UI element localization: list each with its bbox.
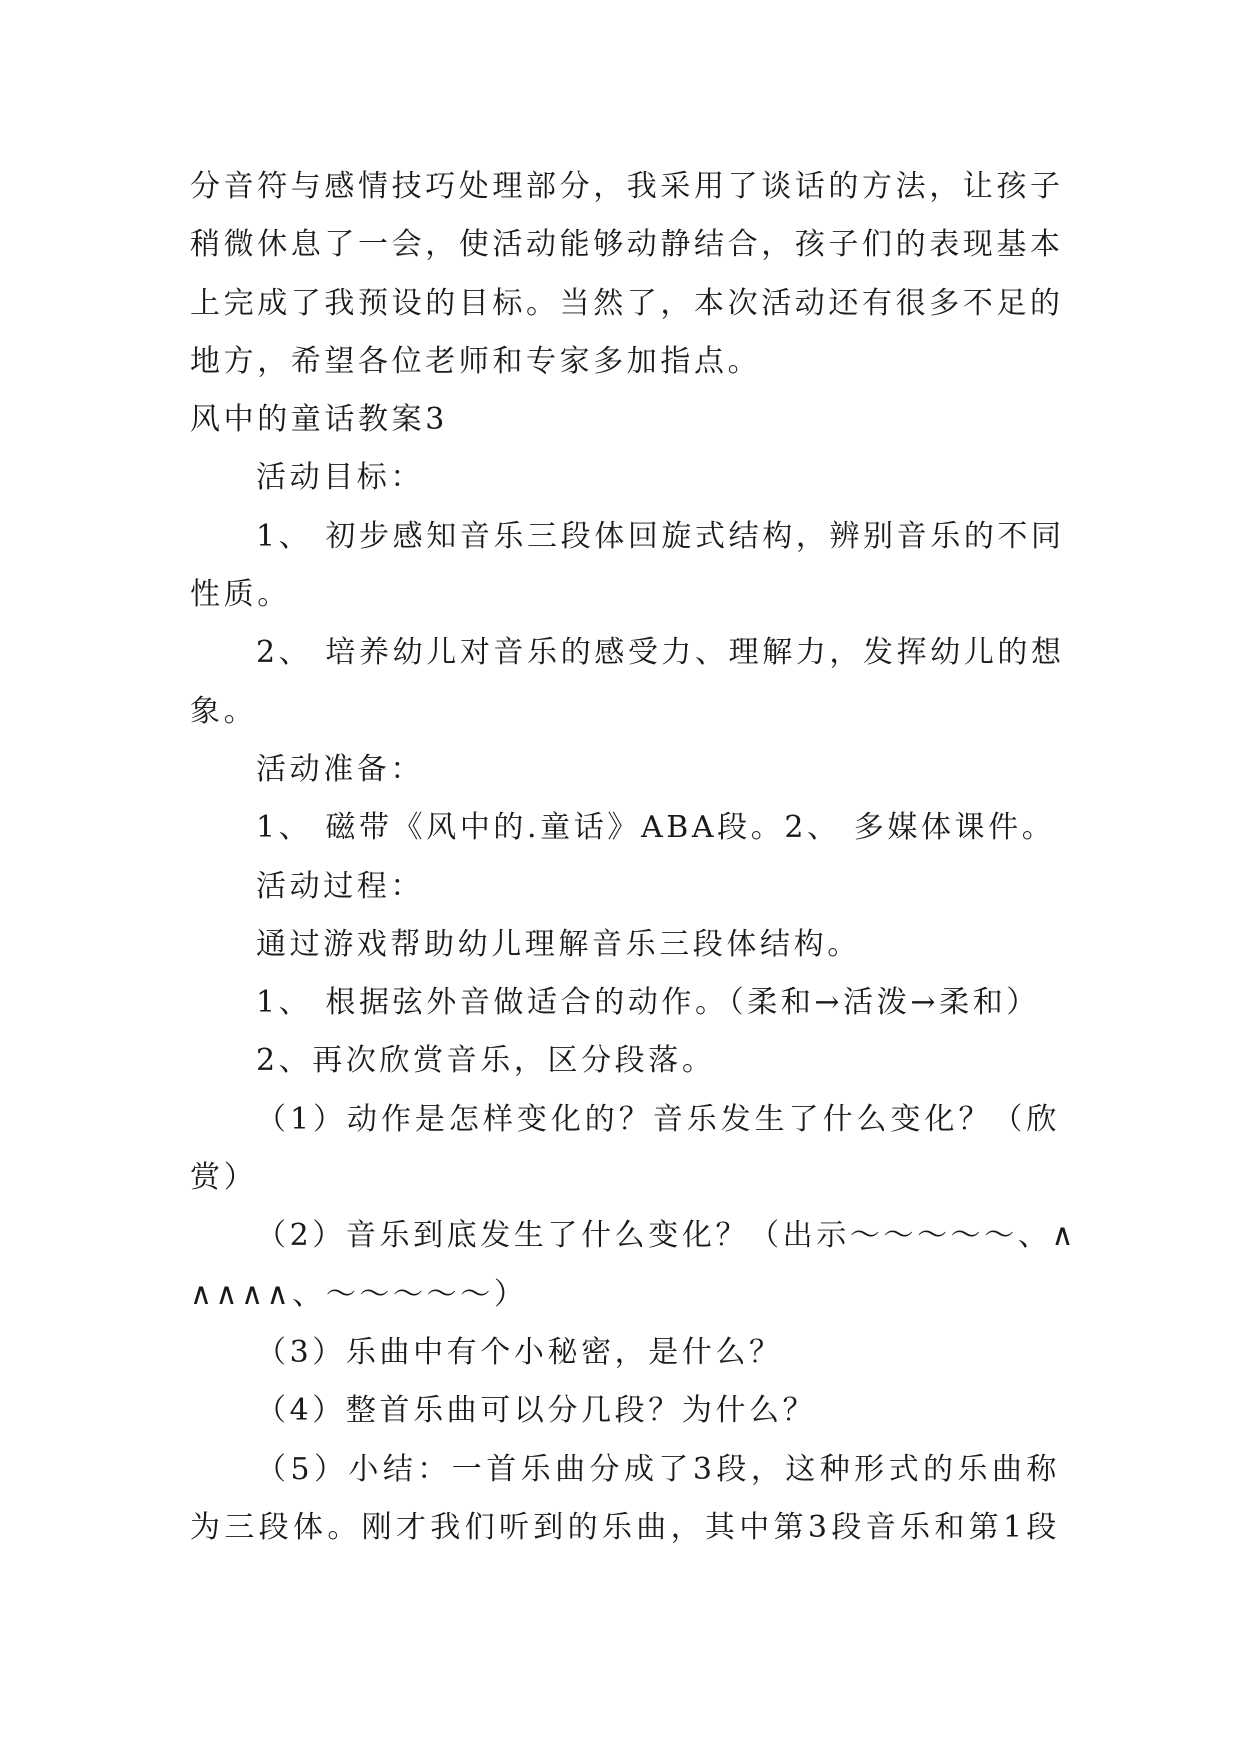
paragraph-line: 1、 根据弦外音做适合的动作。（柔和→活泼→柔和） [256, 985, 1040, 1021]
paragraph-line: 2、再次欣赏音乐，区分段落。 [256, 1043, 716, 1079]
paragraph-line: 分音符与感情技巧处理部分，我采用了谈话的方法，让孩子 [190, 169, 1064, 204]
paragraph-line: （2）音乐到底发生了什么变化？（出示～～～～～、∧ [256, 1218, 1078, 1254]
paragraph-line: 风中的童话教案3 [190, 402, 448, 438]
paragraph-line: 通过游戏帮助幼儿理解音乐三段体结构。 [256, 926, 861, 962]
paragraph-line: 稍微休息了一会，使活动能够动静结合，孩子们的表现基本 [190, 227, 1064, 263]
paragraph-line: （1）动作是怎样变化的？音乐发生了什么变化？（欣 [256, 1101, 1060, 1137]
paragraph-line: 为三段体。刚才我们听到的乐曲，其中第3段音乐和第1段 [190, 1509, 1060, 1545]
paragraph-line: 活动目标： [256, 460, 424, 496]
paragraph-line: 象。 [190, 693, 258, 729]
paragraph-line: 活动准备： [256, 751, 424, 787]
paragraph-line: 2、 培养幼儿对音乐的感受力、理解力，发挥幼儿的想 [256, 635, 1065, 671]
paragraph-line: 活动过程： [256, 868, 424, 904]
paragraph-line: （3）乐曲中有个小秘密，是什么？ [256, 1334, 783, 1370]
paragraph-line: 上完成了我预设的目标。当然了，本次活动还有很多不足的 [190, 285, 1064, 321]
paragraph-line: 赏） [190, 1160, 258, 1196]
paragraph-line: 1、 磁带《风中的.童话》ABA段。2、 多媒体课件。 [256, 810, 1056, 846]
document-body [190, 158, 1078, 1557]
paragraph-line: 地方，希望各位老师和专家多加指点。 [190, 343, 762, 379]
paragraph-line: （4）整首乐曲可以分几段？为什么？ [256, 1393, 817, 1429]
paragraph-line: （5）小结：一首乐曲分成了3段，这种形式的乐曲称 [256, 1451, 1060, 1487]
paragraph-line: ∧∧∧∧、～～～～～） [190, 1276, 528, 1312]
paragraph-line: 1、 初步感知音乐三段体回旋式结构，辨别音乐的不同 [256, 518, 1065, 554]
paragraph-line: 性质。 [190, 577, 291, 613]
